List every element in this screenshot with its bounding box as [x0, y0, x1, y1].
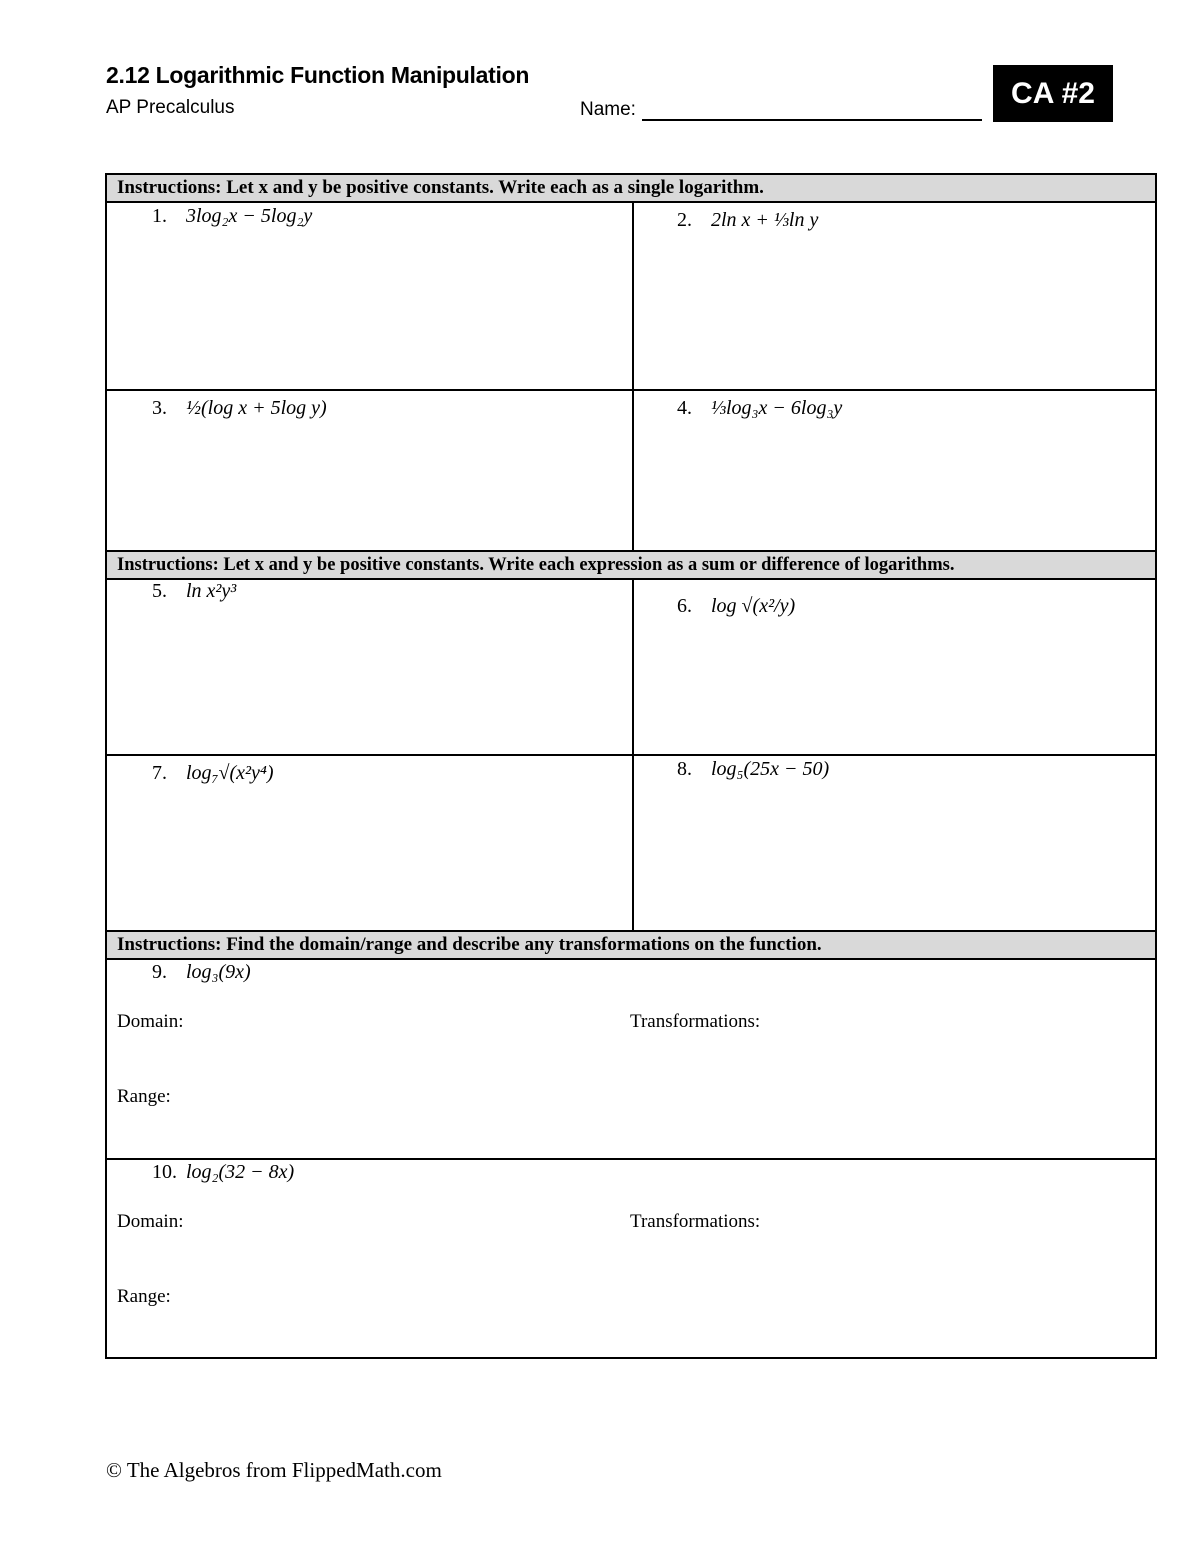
problem-5	[152, 580, 236, 603]
name-blank-line	[642, 97, 982, 121]
problem-number: 9.	[152, 961, 167, 983]
copyright-footer: © The Algebros from FlippedMath.com	[106, 1458, 442, 1482]
problem-number: 3.	[152, 397, 167, 419]
problem-number: 8.	[677, 758, 692, 780]
name-field	[580, 97, 982, 121]
problem-6	[677, 595, 795, 618]
section-1-divider	[632, 203, 634, 391]
problem-expression: ⅓log₃x − 6log₃y	[711, 397, 843, 419]
problem-4	[677, 397, 842, 420]
course-name: AP Precalculus	[106, 97, 235, 118]
problem-1	[152, 205, 312, 228]
problem-number: 1.	[152, 205, 167, 227]
section-3-instructions: Instructions: Find the domain/range and describe any transformations on the function.	[107, 932, 1155, 960]
problem-expression: ½(log x + 5log y)	[186, 397, 327, 419]
problem-3	[152, 397, 327, 420]
problem-expression: ln x²y³	[186, 580, 237, 602]
section-2-divider	[632, 580, 634, 755]
problem-8	[677, 758, 829, 781]
transformations-label: Transformations:	[630, 1011, 761, 1032]
problem-9	[152, 961, 251, 984]
section-2-divider	[632, 756, 634, 931]
range-label: Range:	[117, 1286, 171, 1307]
problem-number: 6.	[677, 595, 692, 617]
range-label: Range:	[117, 1086, 171, 1107]
problem-7	[152, 762, 274, 785]
domain-label: Domain:	[117, 1211, 184, 1232]
problem-number: 2.	[677, 209, 692, 231]
problem-expression: log₂(32 − 8x)	[186, 1161, 295, 1183]
transformations-label: Transformations:	[630, 1211, 761, 1232]
row-divider	[107, 389, 1155, 391]
assignment-badge: CA #2	[993, 65, 1113, 122]
section-1-instructions: Instructions: Let x and y be positive constants. Write each as a single logarithm.	[107, 175, 1155, 203]
row-divider	[107, 754, 1155, 756]
problem-expression: log₅(25x − 50)	[711, 758, 830, 780]
problem-2	[677, 209, 818, 232]
domain-label: Domain:	[117, 1011, 184, 1032]
name-label: Name:	[580, 99, 636, 120]
section-1-divider	[632, 391, 634, 551]
problem-10	[152, 1161, 294, 1184]
problem-expression: log₃(9x)	[186, 961, 251, 983]
problem-expression: 3log₂x − 5log₂y	[186, 205, 313, 227]
row-divider	[107, 1158, 1155, 1160]
problem-expression: log √(x²/y)	[711, 595, 796, 617]
problem-number: 4.	[677, 397, 692, 419]
problem-number: 7.	[152, 762, 167, 784]
worksheet-title: 2.12 Logarithmic Function Manipulation	[106, 62, 530, 88]
problem-expression: 2ln x + ⅓ln y	[711, 209, 819, 231]
problem-number: 10.	[152, 1161, 177, 1183]
problem-table	[105, 173, 1157, 1359]
problem-number: 5.	[152, 580, 167, 602]
problem-expression: log₇√(x²y⁴)	[186, 762, 274, 784]
section-2-instructions: Instructions: Let x and y be positive constants. Write each expression as a sum or difference of logarithms.	[107, 552, 1155, 580]
